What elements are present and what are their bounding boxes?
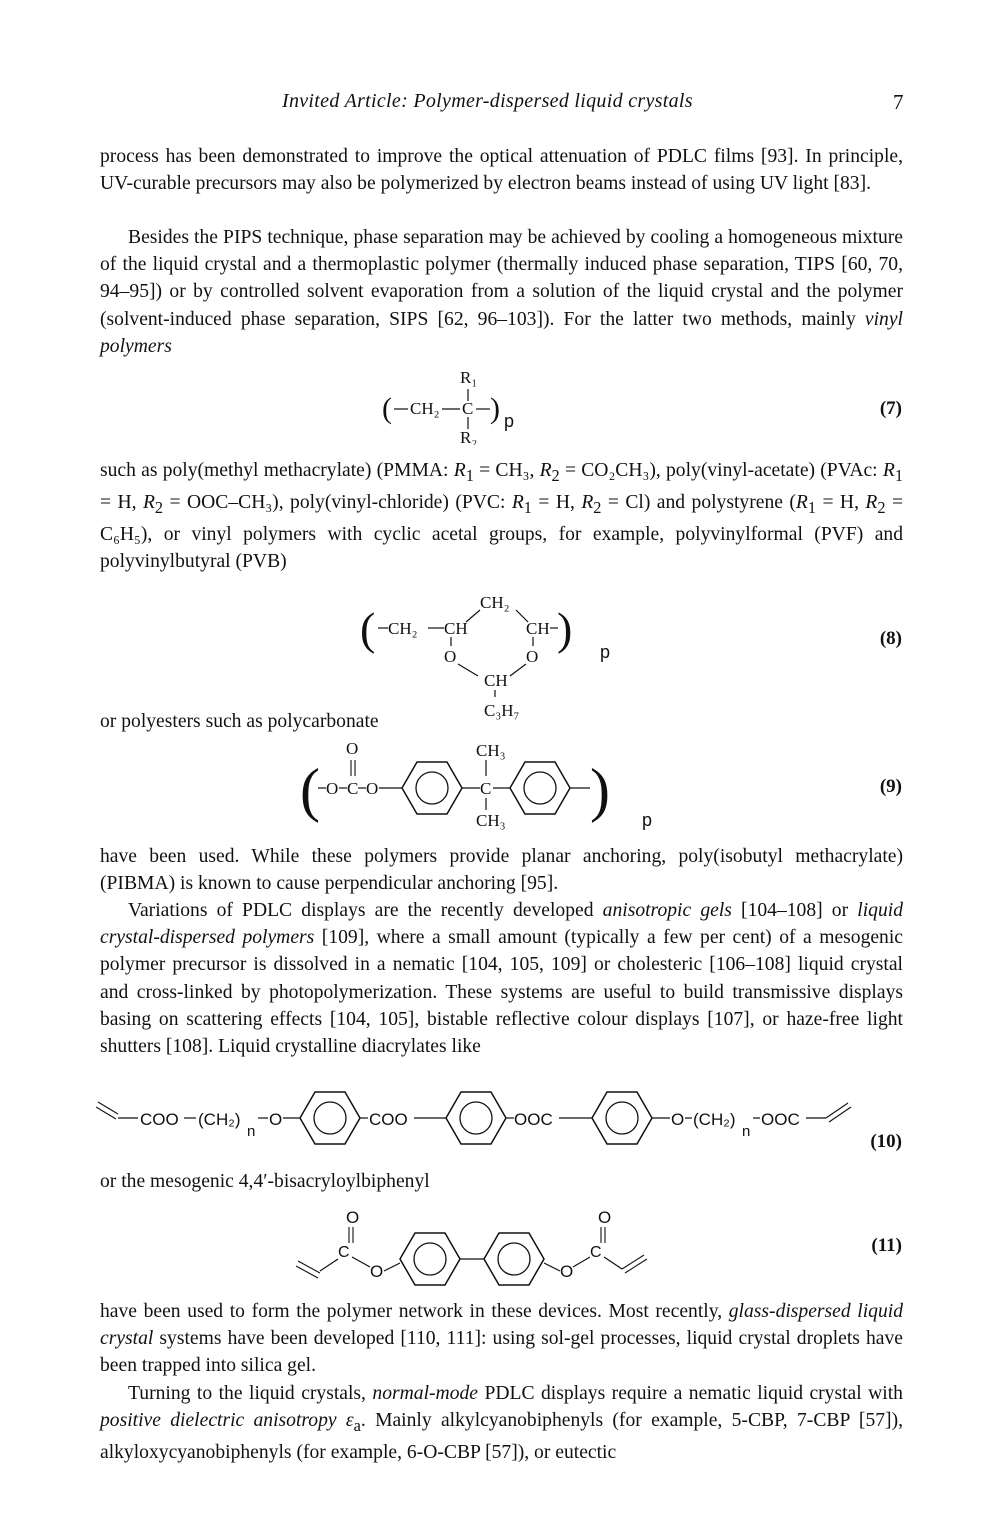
benzene-ring — [510, 762, 570, 814]
paragraph-3-text: = Cl) and polystyrene ( — [601, 492, 796, 514]
running-header — [0, 88, 1000, 118]
formula-10-ooc-1: OOC — [514, 1110, 553, 1129]
benzene-ring-circle — [606, 1102, 638, 1134]
formula-8-close-paren: ) — [557, 603, 573, 654]
formula-11-o-top-left: O — [346, 1208, 360, 1227]
formula-11-bond — [544, 1263, 560, 1271]
formula-8-bond — [510, 664, 526, 676]
benzene-ring-circle — [460, 1102, 492, 1134]
formula-10-n-2: n — [742, 1123, 751, 1140]
formula-10-ch2-1: (CH₂) — [198, 1110, 241, 1129]
formula-8-open-paren: ( — [360, 603, 376, 654]
paragraph-9-text: Turning to the liquid crystals, — [128, 1383, 373, 1404]
formula-10-double-bond — [829, 1107, 851, 1122]
formula-11-o-top-right: O — [598, 1208, 612, 1227]
paragraph-3-text: = H, — [100, 492, 143, 514]
benzene-ring — [484, 1233, 544, 1285]
formula-10-o-2: O — [671, 1110, 685, 1129]
formula-7-subscript: p — [504, 411, 515, 431]
paragraph-8 — [100, 1298, 903, 1380]
formula-7 — [380, 363, 580, 445]
term-anisotropic-gels: anisotropic gels — [602, 900, 732, 921]
benzene-ring-circle — [416, 772, 448, 804]
formula-9-quat-c: C — [480, 779, 492, 798]
symbol-r: R — [581, 492, 594, 514]
formula-10-ooc-2: OOC — [761, 1110, 800, 1129]
formula-11-double-bond — [296, 1266, 318, 1278]
formula-11-double-bond — [622, 1255, 644, 1269]
equation-number-10: (10) — [870, 1131, 902, 1152]
formula-8-ch-right: CH — [526, 619, 550, 638]
paragraph-3 — [100, 457, 903, 576]
formula-11-c-right: C — [590, 1244, 602, 1261]
paragraph-7-text: or the mesogenic 4,4′-bisacryloylbiphenyl — [100, 1171, 430, 1192]
paragraph-6-text: [109], where a small amount (typically a few per cent) of a mesogenic polymer precursor is dissolved in a nematic [104, 105, 109] or cholesteric [106–108] liquid crystal and cross-linked by photopolymerization. These systems are useful to build transmissive displays basing on scattering effects [104, 105], bistable reflective colour displays [107], or haze-free light shutters [108]. Liquid crystalline diacrylates like — [100, 927, 903, 1058]
formula-11-bond — [320, 1259, 338, 1271]
subscript: 1 — [523, 498, 532, 518]
formula-9 — [300, 738, 680, 838]
formula-11-bond — [352, 1257, 370, 1267]
formula-10 — [96, 1090, 896, 1156]
formula-11 — [296, 1205, 696, 1295]
formula-11-c-left: C — [338, 1244, 350, 1261]
formula-8-ch2: CH₂ — [388, 619, 418, 638]
formula-7-ch2: CH₂ — [410, 399, 440, 418]
paragraph-3-text: = CH₃, — [473, 460, 540, 481]
formula-11-o-left: O — [370, 1262, 384, 1281]
equation-number-8: (8) — [879, 628, 902, 649]
paragraph-2-text: Besides the PIPS technique, phase separation may be achieved by cooling a homogeneous mixture of the liquid crystal and a thermoplastic polymer (thermally induced phase separation, TIPS [60, 70, 94–95]) or by controlled solvent evaporation from a solution of the liquid crystal and the polymer (solvent-induced phase separation, SIPS [62, 96–103]). For the latter two methods, mainly — [100, 227, 903, 330]
formula-10-coo-1: COO — [140, 1110, 179, 1129]
paragraph-5 — [100, 843, 903, 897]
running-title: Invited Article: Polymer-dispersed liquid crystals — [282, 90, 693, 112]
subscript: 2 — [551, 465, 560, 485]
formula-10-double-bond — [826, 1103, 848, 1118]
paragraph-2 — [100, 224, 903, 360]
formula-9-o-right: O — [366, 779, 379, 798]
formula-8-propyl-text: C₃H₇ — [484, 701, 520, 720]
formula-8-o-right: O — [526, 647, 539, 666]
formula-7-r1: R₁ — [460, 368, 478, 387]
symbol-r: R — [539, 460, 552, 481]
formula-10-n-1: n — [247, 1123, 256, 1140]
formula-9-open-paren: ( — [300, 757, 320, 823]
formula-11-bond — [573, 1257, 590, 1267]
formula-11-double-bond — [298, 1261, 320, 1273]
paragraph-1 — [100, 143, 903, 197]
paragraph-8-text: systems have been developed [110, 111]: using sol-gel processes, liquid crystal droplets have been trapped into silica gel. — [100, 1328, 903, 1377]
formula-8-ch-bottom: CH — [484, 671, 508, 690]
paragraph-3-text: = C₆H₅), or vinyl polymers with cyclic acetal groups, for example, polyvinylformal (PVF) and polyvinylbutyral (PVB) — [100, 492, 903, 573]
symbol-r: R — [882, 460, 895, 481]
benzene-ring — [446, 1092, 506, 1144]
formula-9-ch3-top: CH₃ — [476, 741, 506, 760]
subscript: 1 — [807, 498, 817, 518]
formula-9-close-paren: ) — [590, 757, 610, 823]
formula-8-subscript: p — [600, 642, 611, 662]
formula-10-o-1: O — [269, 1110, 283, 1129]
paragraph-4 — [100, 708, 903, 735]
symbol-r: R — [795, 492, 808, 514]
subscript: 1 — [894, 465, 903, 485]
formula-9-o-top: O — [346, 739, 359, 758]
paragraph-9-text: . Mainly alkylcyanobiphenyls (for example, 5-CBP, 7-CBP [57]), alkyloxycyanobiphenyls (for example, 6-O-CBP [57]), or eutectic — [100, 1410, 903, 1464]
formula-9-o-left: O — [326, 779, 339, 798]
paragraph-4-text: or polyesters such as polycarbonate — [100, 711, 379, 732]
paragraph-5-text: have been used. While these polymers provide planar anchoring, poly(isobutyl methacrylate) (PIBMA) is known to cause perpendicular anchoring [95]. — [100, 846, 903, 895]
formula-8-bond — [458, 664, 478, 676]
subscript: a — [353, 1416, 361, 1436]
benzene-ring — [402, 762, 462, 814]
benzene-ring-circle — [498, 1243, 530, 1275]
formula-8-ch2-bridge: CH₂ — [480, 593, 510, 612]
formula-7-open-paren: ( — [382, 392, 392, 425]
term-lc-dispersed-polymers: liquid crystal-dispersed polymers — [100, 900, 904, 949]
formula-8-ch-left: CH — [444, 619, 468, 638]
paragraph-3-text: = H, — [531, 492, 582, 514]
symbol-r: R — [453, 460, 466, 481]
formula-8-o-left: O — [444, 647, 457, 666]
term-vinyl-polymers: vinyl polymers — [100, 308, 903, 357]
symbol-r: R — [142, 492, 155, 514]
equation-number-7: (7) — [879, 398, 902, 419]
paragraph-1-text: process has been demonstrated to improve the optical attenuation of PDLC films [93]. In principle, UV-curable precursors may also be polymerized by electron beams instead of using UV light [83]. — [100, 146, 903, 195]
formula-11-double-bond — [625, 1259, 647, 1273]
equation-number-9: (9) — [879, 776, 902, 797]
term-glass-dispersed-lc: glass-dispersed liquid crystal — [100, 1301, 903, 1350]
paragraph-9-text: PDLC displays require a nematic liquid crystal with — [477, 1383, 903, 1404]
formula-7-carbon: C — [462, 399, 474, 418]
paragraph-6-text: [104–108] or — [731, 900, 858, 921]
formula-11-bond — [604, 1257, 622, 1269]
subscript: 2 — [877, 498, 886, 518]
benzene-ring — [300, 1092, 360, 1144]
subscript: 1 — [465, 465, 474, 485]
term-normal-mode: normal-mode — [372, 1383, 478, 1404]
paragraph-3-text: = OOC–CH₃), poly(vinyl-chloride) (PVC: — [163, 492, 512, 514]
paragraph-6-text: Variations of PDLC displays are the recently developed — [128, 900, 603, 921]
equation-number-11: (11) — [871, 1235, 902, 1256]
paragraph-8-text: have been used to form the polymer network in these devices. Most recently, — [100, 1301, 729, 1322]
formula-10-ch2-2: (CH₂) — [693, 1110, 736, 1129]
paragraph-7 — [100, 1168, 903, 1195]
benzene-ring — [400, 1233, 460, 1285]
benzene-ring-circle — [314, 1102, 346, 1134]
formula-9-ch3-bottom: CH₃ — [476, 811, 506, 830]
formula-7-close-paren: ) — [490, 392, 500, 425]
formula-9-subscript: p — [642, 810, 653, 830]
formula-7-r2: R₂ — [460, 428, 478, 445]
benzene-ring-circle — [524, 772, 556, 804]
subscript: 2 — [154, 498, 164, 518]
benzene-ring-circle — [414, 1243, 446, 1275]
paragraph-3-text: = H, — [816, 492, 866, 514]
term-dielectric-anisotropy: positive dielectric anisotropy ε — [100, 1410, 354, 1432]
formula-11-o-right: O — [560, 1262, 574, 1281]
formula-8-bond — [466, 610, 480, 622]
formula-9-carbon: C — [347, 779, 359, 798]
formula-11-bond — [384, 1263, 400, 1271]
benzene-ring — [592, 1092, 652, 1144]
paragraph-6 — [100, 897, 903, 1060]
paragraph-9 — [100, 1380, 903, 1467]
formula-8 — [360, 582, 640, 702]
page-number: 7 — [893, 90, 904, 114]
formula-10-double-bond — [98, 1102, 118, 1114]
subscript: 2 — [593, 498, 602, 518]
formula-10-double-bond — [96, 1107, 116, 1119]
paragraph-3-text: = CO₂CH₃), poly(vinyl-acetate) (PVAc: — [559, 460, 883, 481]
paragraph-3-text: such as poly(methyl methacrylate) (PMMA: — [100, 460, 454, 481]
symbol-r: R — [865, 492, 878, 514]
symbol-r: R — [511, 492, 524, 514]
formula-10-coo-2: COO — [369, 1110, 408, 1129]
